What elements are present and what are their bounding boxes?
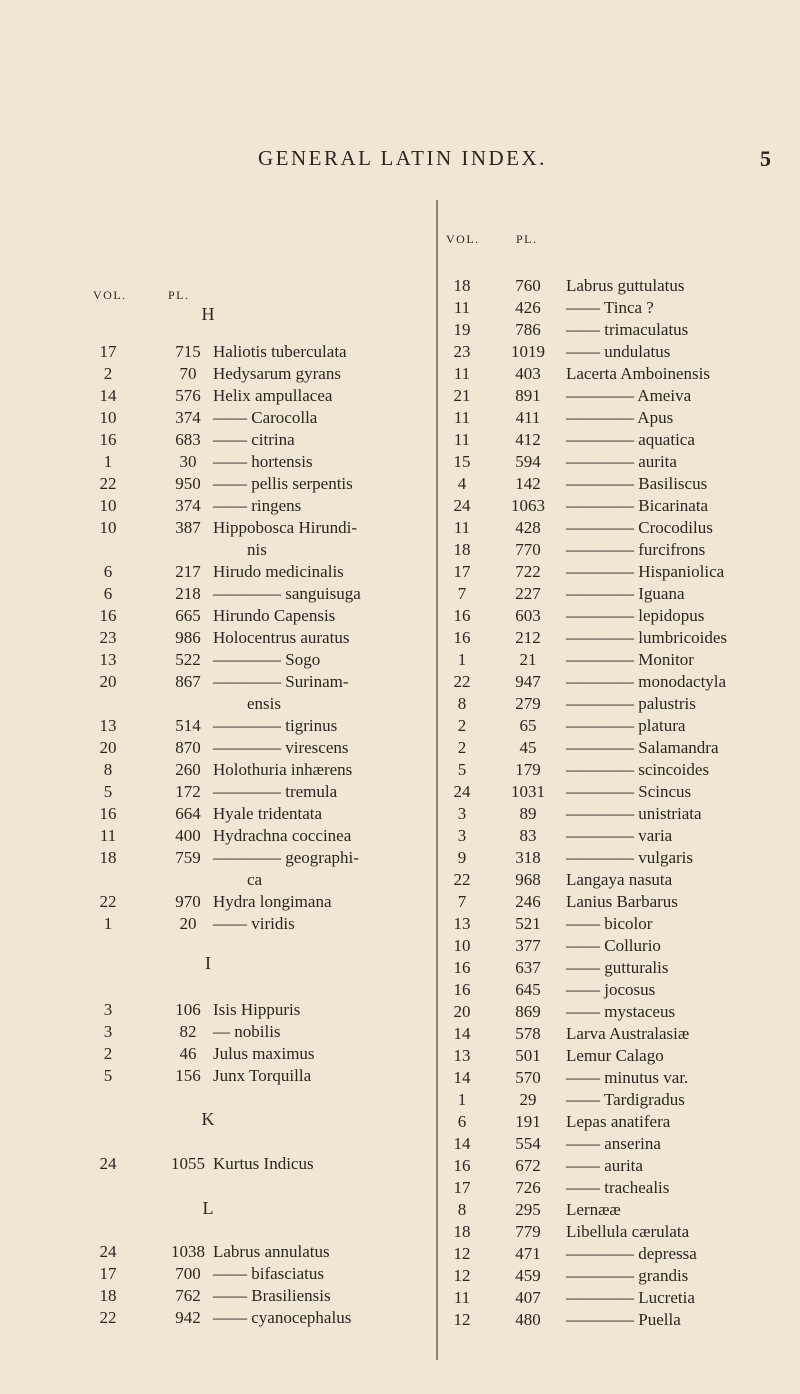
entry-vol: 11 <box>453 1288 471 1307</box>
entry-vol: 24 <box>453 782 471 801</box>
entry-vol: 11 <box>453 518 471 537</box>
entry-name: Labrus guttulatus <box>566 276 685 295</box>
entry-vol: 19 <box>453 320 471 339</box>
entry-pl: 212 <box>515 628 541 647</box>
entry-pl: 726 <box>515 1178 541 1197</box>
entry-name: ———— lepidopus <box>566 606 705 625</box>
entry-name: ———— Puella <box>566 1310 681 1329</box>
entry-pl: 179 <box>515 760 541 779</box>
entry-vol: 3 <box>103 1022 113 1041</box>
entry-pl: 521 <box>515 914 541 933</box>
entry-pl: 82 <box>179 1022 197 1041</box>
entry-vol: 24 <box>99 1154 117 1173</box>
entry-name: ———— monodactyla <box>566 672 727 691</box>
entry-pl: 1038 <box>171 1242 205 1261</box>
entry-pl: 459 <box>515 1266 541 1285</box>
entry-name: —— mystaceus <box>566 1002 676 1021</box>
entry-name: Hippobosca Hirundi- <box>213 518 358 537</box>
entry-pl: 318 <box>515 848 541 867</box>
entry-vol: 3 <box>103 1000 113 1019</box>
entry-name-continuation: nis <box>247 540 267 559</box>
entry-name: —— anserina <box>566 1134 661 1153</box>
entry-vol: 12 <box>453 1310 471 1329</box>
entry-pl: 403 <box>515 364 541 383</box>
entry-name: Kurtus Indicus <box>213 1154 314 1173</box>
entry-name: Holocentrus auratus <box>213 628 350 647</box>
entry-pl: 279 <box>515 694 541 713</box>
entry-pl: 578 <box>515 1024 541 1043</box>
entry-pl: 246 <box>515 892 541 911</box>
entry-name: ———— aquatica <box>566 430 695 449</box>
entry-pl: 471 <box>515 1244 541 1263</box>
entry-name: ———— varia <box>566 826 673 845</box>
entry-pl: 867 <box>175 672 201 691</box>
entry-name: ———— scincoides <box>566 760 710 779</box>
entry-pl: 683 <box>175 430 201 449</box>
entry-name: Libellula cærulata <box>566 1222 690 1241</box>
entry-name: ———— Surinam- <box>213 672 349 691</box>
entry-vol: 5 <box>103 1066 113 1085</box>
entry-name: Hirudo medicinalis <box>213 562 344 581</box>
entry-vol: 8 <box>103 760 113 779</box>
entry-vol: 1 <box>103 914 113 933</box>
entry-name: —— undulatus <box>566 342 671 361</box>
entry-vol: 8 <box>457 1200 467 1219</box>
entry-vol: 17 <box>453 1178 471 1197</box>
entry-vol: 8 <box>457 694 467 713</box>
entry-name: —— viridis <box>213 914 295 933</box>
entry-vol: 14 <box>99 386 117 405</box>
entry-vol: 6 <box>457 1112 467 1131</box>
entry-name: —— Brasiliensis <box>213 1286 331 1305</box>
page-title: GENERAL LATIN INDEX. <box>258 146 547 170</box>
entry-pl: 700 <box>175 1264 201 1283</box>
entry-name: Hyale tridentata <box>213 804 323 823</box>
entry-pl: 522 <box>175 650 201 669</box>
entry-vol: 12 <box>453 1266 471 1285</box>
entry-pl: 1055 <box>171 1154 205 1173</box>
entry-vol: 2 <box>457 716 467 735</box>
entry-pl: 411 <box>515 408 541 427</box>
entry-name: —— cyanocephalus <box>213 1308 352 1327</box>
entry-name: ———— Hispaniolica <box>566 562 725 581</box>
entry-pl: 1019 <box>511 342 545 361</box>
entry-pl: 603 <box>515 606 541 625</box>
entry-name: —— bifasciatus <box>213 1264 324 1283</box>
section-letter: H <box>201 304 215 324</box>
entry-name: ———— lumbricoides <box>566 628 728 647</box>
entry-vol: 15 <box>453 452 471 471</box>
entry-name: ———— Apus <box>566 408 674 427</box>
entry-vol: 21 <box>453 386 471 405</box>
right-pl-header: PL. <box>516 232 538 246</box>
entry-vol: 10 <box>99 518 117 537</box>
entry-pl: 759 <box>175 848 201 867</box>
entry-pl: 387 <box>175 518 201 537</box>
entry-vol: 12 <box>453 1244 471 1263</box>
entry-name: —— hortensis <box>213 452 313 471</box>
entry-vol: 24 <box>453 496 471 515</box>
entry-name: Lepas anatifera <box>566 1112 671 1131</box>
entry-vol: 17 <box>99 1264 117 1283</box>
entry-vol: 14 <box>453 1068 471 1087</box>
entry-vol: 11 <box>99 826 117 845</box>
entry-vol: 3 <box>457 804 467 823</box>
entry-vol: 24 <box>99 1242 117 1261</box>
entry-pl: 29 <box>519 1090 537 1109</box>
entry-vol: 17 <box>453 562 471 581</box>
entry-pl: 377 <box>515 936 541 955</box>
entry-pl: 1031 <box>511 782 545 801</box>
entry-pl: 89 <box>519 804 537 823</box>
entry-pl: 295 <box>515 1200 541 1219</box>
entry-pl: 715 <box>175 342 201 361</box>
entry-pl: 45 <box>519 738 537 757</box>
entry-vol: 16 <box>453 958 471 977</box>
entry-name: —— minutus var. <box>566 1068 689 1087</box>
entry-name: Holothuria inhærens <box>213 760 353 779</box>
entry-vol: 11 <box>453 408 471 427</box>
entry-pl: 514 <box>175 716 201 735</box>
entry-name: ———— Lucretia <box>566 1288 695 1307</box>
entry-vol: 13 <box>453 1046 471 1065</box>
entry-pl: 65 <box>519 716 537 735</box>
entry-name: —— jocosus <box>566 980 656 999</box>
entry-name: ———— platura <box>566 716 686 735</box>
entry-pl: 106 <box>175 1000 201 1019</box>
entry-pl: 374 <box>175 408 201 427</box>
section-letter: L <box>202 1198 214 1218</box>
entry-pl: 480 <box>515 1310 541 1329</box>
entry-vol: 10 <box>453 936 471 955</box>
entry-pl: 576 <box>175 386 201 405</box>
entry-pl: 412 <box>515 430 541 449</box>
entry-vol: 2 <box>103 364 113 383</box>
entry-vol: 3 <box>457 826 467 845</box>
entry-name: ———— sanguisuga <box>213 584 361 603</box>
entry-pl: 986 <box>175 628 201 647</box>
entry-name: ———— grandis <box>566 1266 689 1285</box>
entry-vol: 18 <box>453 276 471 295</box>
entry-vol: 22 <box>99 474 117 493</box>
entry-name: Lacerta Amboinensis <box>566 364 710 383</box>
entry-pl: 664 <box>175 804 201 823</box>
entry-vol: 1 <box>103 452 113 471</box>
entry-pl: 570 <box>515 1068 541 1087</box>
entry-vol: 18 <box>453 540 471 559</box>
entry-name: —— pellis serpentis <box>213 474 353 493</box>
entry-name: Labrus annulatus <box>213 1242 330 1261</box>
entry-vol: 18 <box>453 1222 471 1241</box>
entry-vol: 22 <box>453 672 471 691</box>
entry-pl: 554 <box>515 1134 541 1153</box>
entry-pl: 501 <box>515 1046 541 1065</box>
entry-name: ———— tigrinus <box>213 716 338 735</box>
entry-pl: 172 <box>175 782 201 801</box>
entry-vol: 13 <box>453 914 471 933</box>
entry-vol: 16 <box>453 606 471 625</box>
entry-pl: 968 <box>515 870 541 889</box>
entry-name: —— Tinca ? <box>566 298 654 317</box>
entry-name: ———— Basiliscus <box>566 474 708 493</box>
entry-name: Isis Hippuris <box>213 1000 301 1019</box>
entry-vol: 16 <box>453 628 471 647</box>
entry-pl: 142 <box>515 474 541 493</box>
entry-vol: 6 <box>103 562 113 581</box>
entry-vol: 22 <box>99 892 117 911</box>
entry-name: ———— geographi- <box>213 848 359 867</box>
entry-vol: 22 <box>99 1308 117 1327</box>
entry-vol: 7 <box>457 892 467 911</box>
entry-name: ———— virescens <box>213 738 349 757</box>
entry-pl: 594 <box>515 452 541 471</box>
entry-vol: 20 <box>99 672 117 691</box>
entry-name: ———— Crocodilus <box>566 518 713 537</box>
entry-vol: 10 <box>99 496 117 515</box>
entry-vol: 2 <box>457 738 467 757</box>
entry-name: Hydrachna coccinea <box>213 826 352 845</box>
entry-vol: 16 <box>99 430 117 449</box>
entry-pl: 786 <box>515 320 541 339</box>
entry-pl: 426 <box>515 298 541 317</box>
left-pl-header: PL. <box>168 288 190 302</box>
page-header <box>0 146 800 176</box>
entry-vol: 16 <box>99 804 117 823</box>
entry-name: ———— Salamandra <box>566 738 719 757</box>
entry-name: Langaya nasuta <box>566 870 673 889</box>
entry-name: Helix ampullacea <box>213 386 333 405</box>
entry-name: Haliotis tuberculata <box>213 342 347 361</box>
entry-pl: 1063 <box>511 496 545 515</box>
entry-vol: 23 <box>453 342 471 361</box>
entry-pl: 20 <box>179 914 197 933</box>
entry-name: —— gutturalis <box>566 958 669 977</box>
entry-pl: 645 <box>515 980 541 999</box>
entry-name-continuation: ca <box>247 870 263 889</box>
entry-name: — nobilis <box>213 1022 281 1041</box>
entry-vol: 14 <box>453 1024 471 1043</box>
entry-vol: 9 <box>457 848 467 867</box>
entry-pl: 970 <box>175 892 201 911</box>
entry-pl: 722 <box>515 562 541 581</box>
entry-vol: 23 <box>99 628 117 647</box>
entry-pl: 770 <box>515 540 541 559</box>
entry-name: Junx Torquilla <box>213 1066 312 1085</box>
entry-pl: 70 <box>179 364 197 383</box>
column-divider <box>436 200 438 1360</box>
entry-vol: 13 <box>99 716 117 735</box>
entry-pl: 637 <box>515 958 541 977</box>
entry-vol: 7 <box>457 584 467 603</box>
entry-name: ———— tremula <box>213 782 338 801</box>
entry-name: Hirundo Capensis <box>213 606 336 625</box>
entry-name: —— Tardigradus <box>566 1090 685 1109</box>
entry-pl: 869 <box>515 1002 541 1021</box>
entry-vol: 5 <box>457 760 467 779</box>
entry-name: Hydra longimana <box>213 892 332 911</box>
entry-pl: 672 <box>515 1156 541 1175</box>
entry-vol: 13 <box>99 650 117 669</box>
right-vol-header: VOL. <box>446 232 480 246</box>
entry-vol: 20 <box>453 1002 471 1021</box>
entry-name: —— Collurio <box>566 936 661 955</box>
entry-pl: 260 <box>175 760 201 779</box>
entry-name: ———— Ameiva <box>566 386 692 405</box>
entry-pl: 947 <box>515 672 541 691</box>
entry-name: ———— Sogo <box>213 650 321 669</box>
entry-pl: 870 <box>175 738 201 757</box>
entry-pl: 374 <box>175 496 201 515</box>
entry-vol: 16 <box>453 980 471 999</box>
entry-vol: 10 <box>99 408 117 427</box>
entry-name: ———— palustris <box>566 694 696 713</box>
entry-vol: 18 <box>99 1286 117 1305</box>
entry-name: —— Carocolla <box>213 408 318 427</box>
entry-name: ———— Scincus <box>566 782 692 801</box>
entry-vol: 11 <box>453 298 471 317</box>
section-letter: I <box>205 953 211 973</box>
entry-pl: 191 <box>515 1112 541 1131</box>
entry-vol: 20 <box>99 738 117 757</box>
entry-name: Lernææ <box>566 1200 621 1219</box>
entry-name: —— aurita <box>566 1156 643 1175</box>
entry-pl: 21 <box>519 650 537 669</box>
entry-pl: 760 <box>515 276 541 295</box>
section-letter: K <box>201 1109 215 1129</box>
entry-name: ———— vulgaris <box>566 848 694 867</box>
entry-pl: 156 <box>175 1066 201 1085</box>
entry-pl: 891 <box>515 386 541 405</box>
entry-name: —— trimaculatus <box>566 320 689 339</box>
entry-name: Larva Australasiæ <box>566 1024 690 1043</box>
entry-vol: 2 <box>103 1044 113 1063</box>
entry-name: ———— unistriata <box>566 804 702 823</box>
entry-name: —— citrina <box>213 430 295 449</box>
entry-pl: 400 <box>175 826 201 845</box>
entry-pl: 762 <box>175 1286 201 1305</box>
entry-pl: 83 <box>519 826 537 845</box>
entry-name: Julus maximus <box>213 1044 315 1063</box>
entry-name: ———— Monitor <box>566 650 694 669</box>
entry-name: Lemur Calago <box>566 1046 664 1065</box>
entry-vol: 14 <box>453 1134 471 1153</box>
left-vol-header: VOL. <box>93 288 127 302</box>
entry-vol: 5 <box>103 782 113 801</box>
entry-name: ———— depressa <box>566 1244 697 1263</box>
entry-name: ———— aurita <box>566 452 677 471</box>
entry-pl: 779 <box>515 1222 541 1241</box>
entry-vol: 1 <box>457 1090 467 1109</box>
entry-pl: 217 <box>175 562 201 581</box>
entry-name: ———— Bicarinata <box>566 496 709 515</box>
entry-vol: 4 <box>457 474 467 493</box>
entry-name: Hedysarum gyrans <box>213 364 341 383</box>
entry-vol: 11 <box>453 364 471 383</box>
entry-pl: 218 <box>175 584 201 603</box>
entry-name: —— bicolor <box>566 914 653 933</box>
page-number: 5 <box>760 146 771 171</box>
entry-pl: 407 <box>515 1288 541 1307</box>
entry-pl: 30 <box>179 452 197 471</box>
entry-vol: 17 <box>99 342 117 361</box>
entry-name: Lanius Barbarus <box>566 892 678 911</box>
entry-vol: 18 <box>99 848 117 867</box>
entry-pl: 942 <box>175 1308 201 1327</box>
entry-name: ———— furcifrons <box>566 540 706 559</box>
entry-vol: 16 <box>453 1156 471 1175</box>
entry-vol: 1 <box>457 650 467 669</box>
entry-vol: 6 <box>103 584 113 603</box>
entry-name: ———— Iguana <box>566 584 685 603</box>
entry-pl: 227 <box>515 584 541 603</box>
entry-name: —— ringens <box>213 496 302 515</box>
entry-pl: 428 <box>515 518 541 537</box>
entry-name-continuation: ensis <box>247 694 281 713</box>
entry-name: —— trachealis <box>566 1178 670 1197</box>
entry-vol: 11 <box>453 430 471 449</box>
entry-pl: 46 <box>179 1044 197 1063</box>
entry-vol: 22 <box>453 870 471 889</box>
entry-pl: 950 <box>175 474 201 493</box>
entry-pl: 665 <box>175 606 201 625</box>
entry-vol: 16 <box>99 606 117 625</box>
